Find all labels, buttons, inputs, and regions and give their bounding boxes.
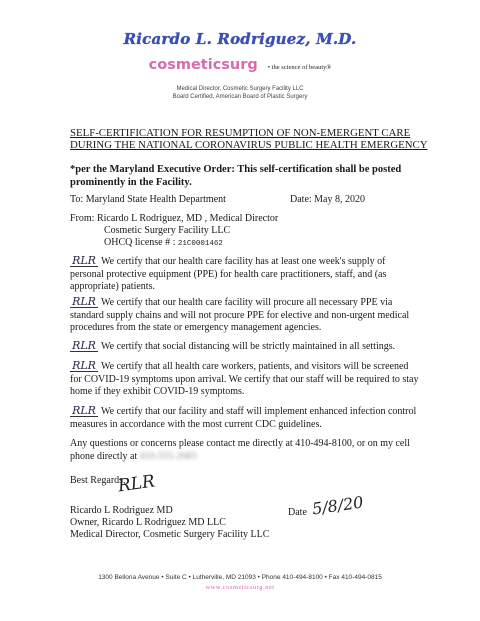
certification-text: We certify that our facility and staff will implement enhanced infection control measures in accordance with the most current CDC guidelines. [70,406,417,430]
letterhead-name: Ricardo L. Rodriguez, M.D. [123,30,357,48]
certification-text: We certify that our health care facility has at least one week's supply of personal protective equipment (PPE) for health care practitioners, staff, and (as appropriate) patients. [70,256,387,293]
signature-date-value: 5/8/20 [310,492,365,519]
certification-item [70,256,420,294]
initials-mark: RLR [70,256,98,267]
contact-text: Any questions or concerns please contact me directly at 410-494-8100, or on my cell phone directly at [70,438,410,462]
signer-title: Medical Director, Cosmetic Surgery Facility LLC [70,529,270,540]
brand-tagline: • the science of beauty® [267,64,332,71]
certification-text: We certify that all health care workers, patients, and visitors will be screened for COVID-19 symptoms upon arrival. We certify that our staff will be required to stay home if they exhibit COVID-19 symptoms. [70,361,419,398]
initials-mark: RLR [70,297,98,308]
from-facility: Cosmetic Surgery Facility LLC [104,225,231,236]
certification-item [70,406,420,431]
letterhead-board-line: Board Certified, American Board of Plastic Surgery [172,94,308,100]
contact-paragraph [70,438,420,463]
posting-note: *per the Maryland Executive Order: This self-certification shall be posted prominently in the Facility. [70,164,402,188]
certification-text: We certify that our health care facility will procure all necessary PPE via standard supply chains and will not procure PPE for elective and non-urgent medical procedures from the state or emergency management agencies. [70,297,410,334]
signer-owner: Owner, Ricardo L Rodriguez MD LLC [70,517,226,528]
closing-regards: Best Regards, [70,475,126,486]
initials-mark: RLR [70,361,98,372]
certification-item [70,361,420,399]
initials-mark: RLR [70,341,98,352]
signature-date-label: Date [288,507,307,518]
certification-item [70,297,420,335]
brand-logo: cosmeticsurg [148,57,258,73]
certification-text: We certify that social distancing will be strictly maintained in all settings. [101,341,396,352]
initials-mark: RLR [70,406,98,417]
brand-row [0,56,480,74]
from-line: From: Ricardo L Rodriguez, MD , Medical Director [70,213,279,224]
license-number: 21C0001462 [177,240,223,248]
signer-name: Ricardo L Rodriguez MD [70,505,173,516]
license-line [104,237,223,251]
footer-website: www.cosmeticsurg.net [205,584,275,591]
license-label: OHCQ license # : [104,237,178,248]
document-heading-line1: SELF-CERTIFICATION FOR RESUMPTION OF NON-EMERGENT CARE [70,127,411,139]
letter-date: Date: May 8, 2020 [290,194,365,205]
document-heading-line2: DURING THE NATIONAL CORONAVIRUS PUBLIC HEALTH EMERGENCY [70,139,428,151]
signature-mark: RLR [116,471,157,497]
letterhead-title-line: Medical Director, Cosmetic Surgery Facility LLC [176,86,304,92]
recipient: To: Maryland State Health Department [70,194,226,205]
certification-item [70,341,420,354]
footer-address: 1300 Bellona Avenue • Suite C • Lutherville, MD 21093 • Phone 410-494-8100 • Fax 410-494-0815 [98,574,382,581]
redacted-phone: 410-555-2683 [139,450,197,462]
